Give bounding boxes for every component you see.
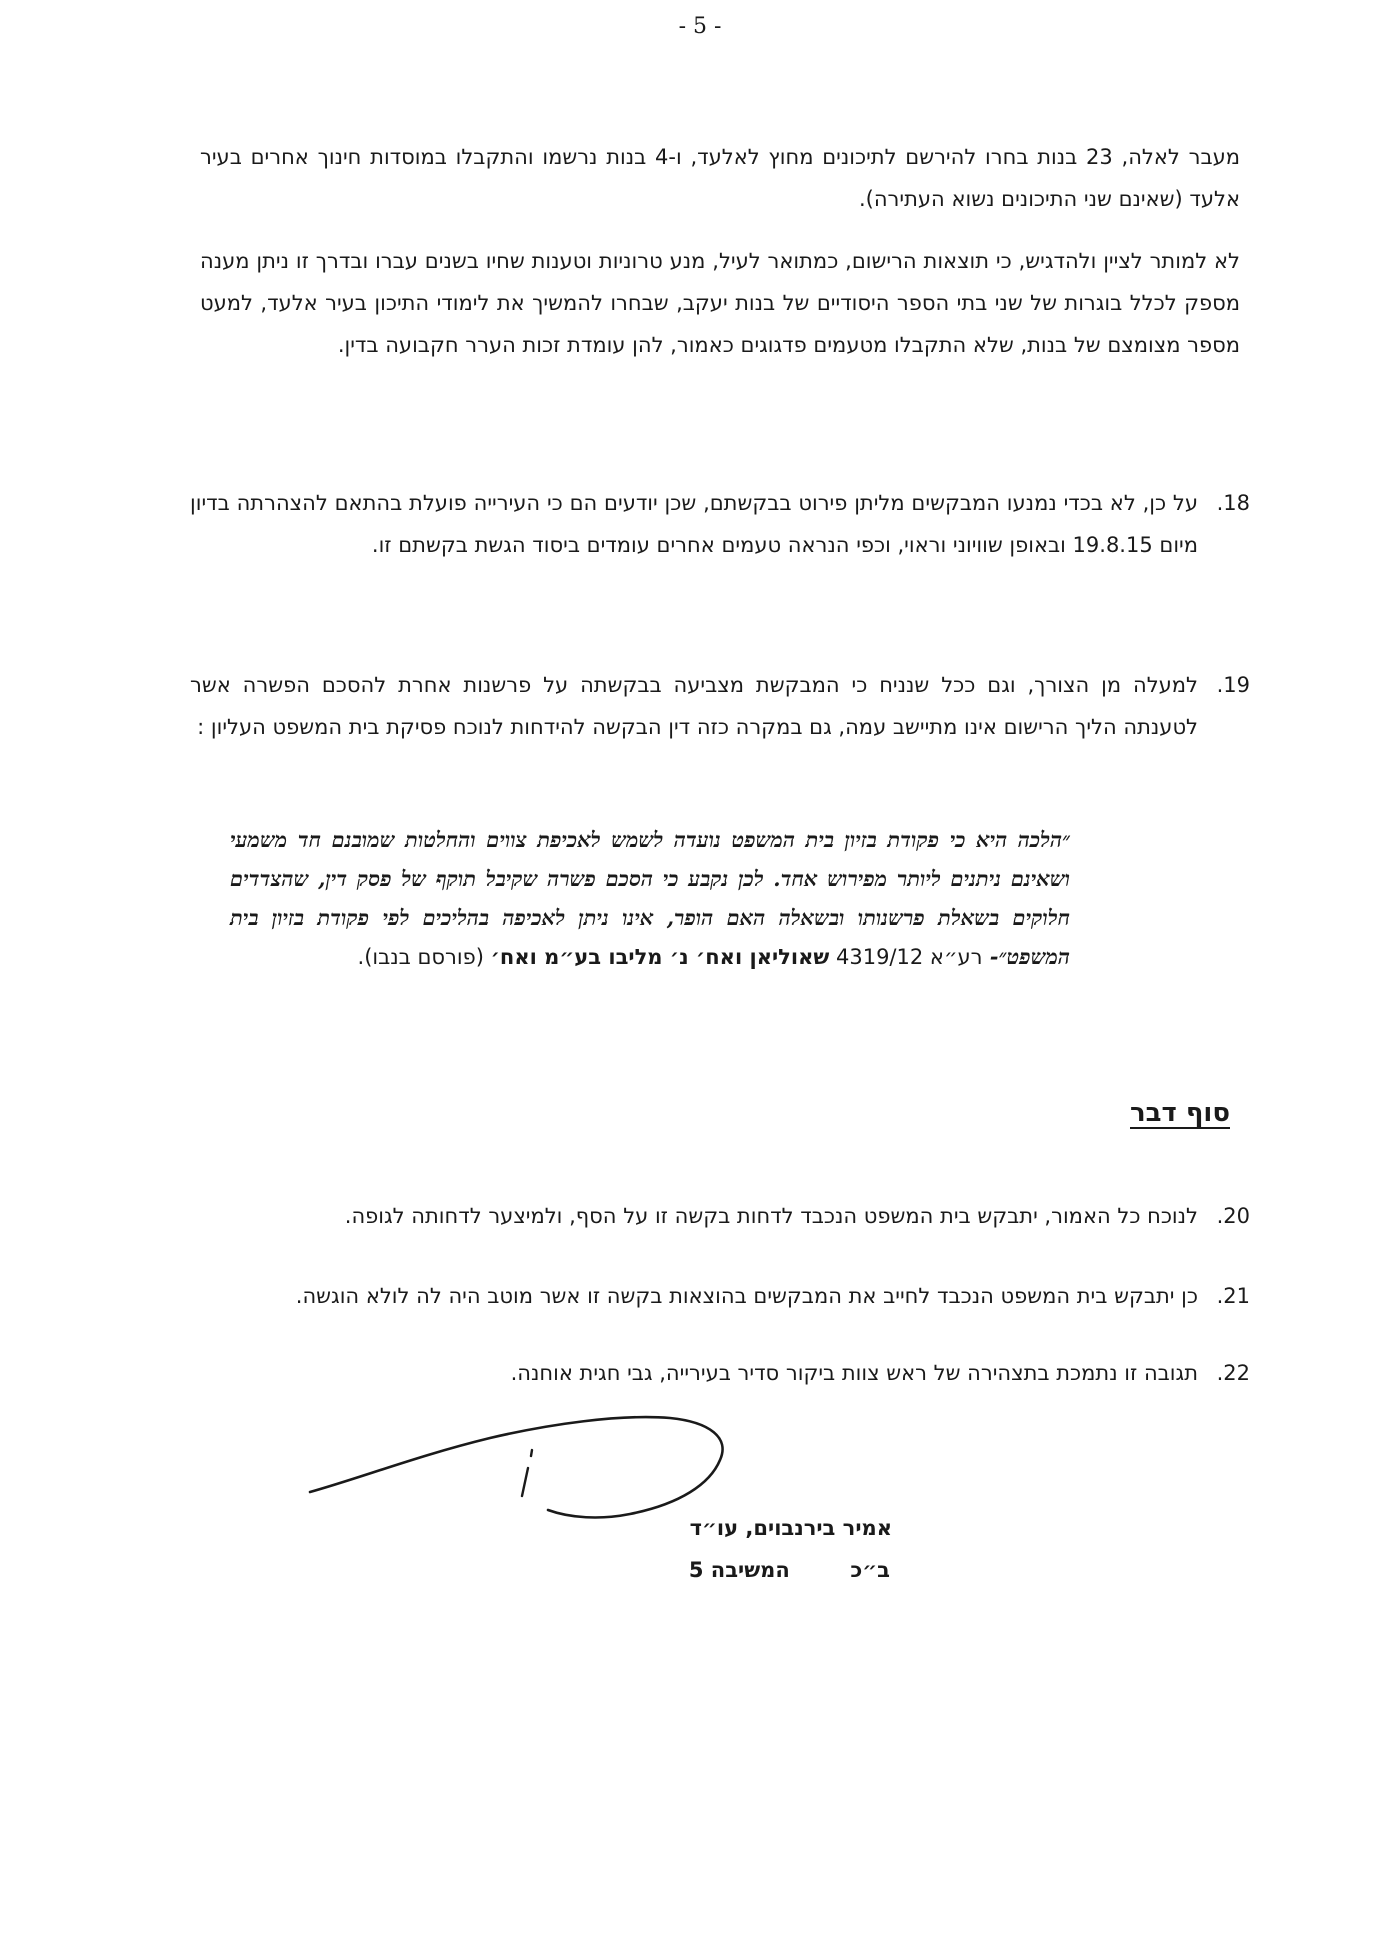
role-name: המשיבה 5 xyxy=(688,1558,790,1582)
section-heading: סוף דבר xyxy=(1130,1098,1230,1128)
paragraph-number: 19. xyxy=(1216,673,1250,697)
intro-paragraph-2 xyxy=(200,240,1240,366)
quote-text: ״הלכה היא כי פקודת בזיון בית המשפט נועדה לשמש לאכיפת צווים והחלטות שמובנם חד משמעי ושאינם ניתנים ליותר מפירוש אחד. לכן נקבע כי הסכם פשרה שקיבל תוקף של פסק דין, שהצדדים חלוקים בשאלת פרשנותו ובשאלה האם הופר, אינו ניתן לאכיפה בהליכים לפי פקודת בזיון בית המשפט״- xyxy=(230,827,1070,969)
paragraph-text: על כן, לא בכדי נמנעו המבקשים מליתן פירוט בבקשתם, שכן יודעים הם כי העירייה פועלת בהתאם להצהרתה בדיון מיום 19.8.15 ובאופן שוויוני וראוי, וכפי הנראה טעמים אחרים עומדים ביסוד הגשת בקשתם זו. xyxy=(190,491,1198,557)
intro-paragraph-1 xyxy=(200,136,1240,220)
paragraph-text: תגובה זו נתמכת בתצהירה של ראש צוות ביקור סדיר בעירייה, גבי חגית אוחנה. xyxy=(510,1361,1198,1385)
block-quote xyxy=(230,820,1070,977)
paragraph-20 xyxy=(190,1195,1250,1237)
signatory-name: אמיר בירנבוים, עו״ד xyxy=(689,1516,892,1540)
page-number: - 5 - xyxy=(678,14,722,39)
intro-paragraph-1-text: מעבר לאלה, 23 בנות בחרו להירשם לתיכונים מחוץ לאלעד, ו-4 בנות נרשמו והתקבלו במוסדות חינוך אחרים בעיר אלעד (שאינם שני התיכונים נשוא העתירה). xyxy=(200,145,1240,211)
paragraph-text: לנוכח כל האמור, יתבקש בית המשפט הנכבד לדחות בקשה זו על הסף, ולמיצער לדחותה לגופה. xyxy=(344,1204,1198,1228)
citation-source: (פורסם בנבו). xyxy=(357,945,484,969)
paragraph-number: 21. xyxy=(1216,1284,1250,1308)
paragraph-19 xyxy=(190,664,1250,748)
paragraph-number: 18. xyxy=(1216,491,1250,515)
role-prefix: ב״כ xyxy=(850,1558,890,1582)
intro-paragraph-2-text: לא למותר לציין ולהדגיש, כי תוצאות הרישום, כמתואר לעיל, מנע טרוניות וטענות שחיו בשנים עברו ובדרך זו ניתן מענה מספק לכלל בוגרות של שני בתי הספר היסודיים של בנות יעקב, שבחרו להמשיך את לימודי התיכון בעיר אלעד, למעט מספר מצומצם של בנות, שלא התקבלו מטעמים פדגוגים כאמור, להן עומדת זכות הערר חקבועה בדין. xyxy=(200,249,1240,357)
paragraph-18 xyxy=(190,482,1250,566)
paragraph-number: 22. xyxy=(1216,1361,1250,1385)
citation-reference: רע״א 4319/12 xyxy=(835,945,983,969)
paragraph-text: כן יתבקש בית המשפט הנכבד לחייב את המבקשים בהוצאות בקשה זו אשר מוטב היה לה לולא הוגשה. xyxy=(295,1284,1198,1308)
paragraph-text: למעלה מן הצורך, וגם ככל שנניח כי המבקשת מצביעה בבקשתה על פרשנות אחרת להסכם הפשרה אשר לטענתה הליך הרישום אינו מתיישב עמה, גם במקרה כזה דין הבקשה להידחות לנוכח פסיקת בית המשפט העליון : xyxy=(190,673,1198,739)
signatory-role xyxy=(689,1558,890,1582)
paragraph-21 xyxy=(190,1275,1250,1317)
paragraph-number: 20. xyxy=(1216,1204,1250,1228)
quote-citation xyxy=(358,945,983,969)
citation-parties: שאוליאן ואח׳ נ׳ מליבו בע״מ ואח׳ xyxy=(490,945,830,969)
handwritten-signature-icon xyxy=(300,1400,760,1520)
paragraph-22 xyxy=(190,1352,1250,1394)
